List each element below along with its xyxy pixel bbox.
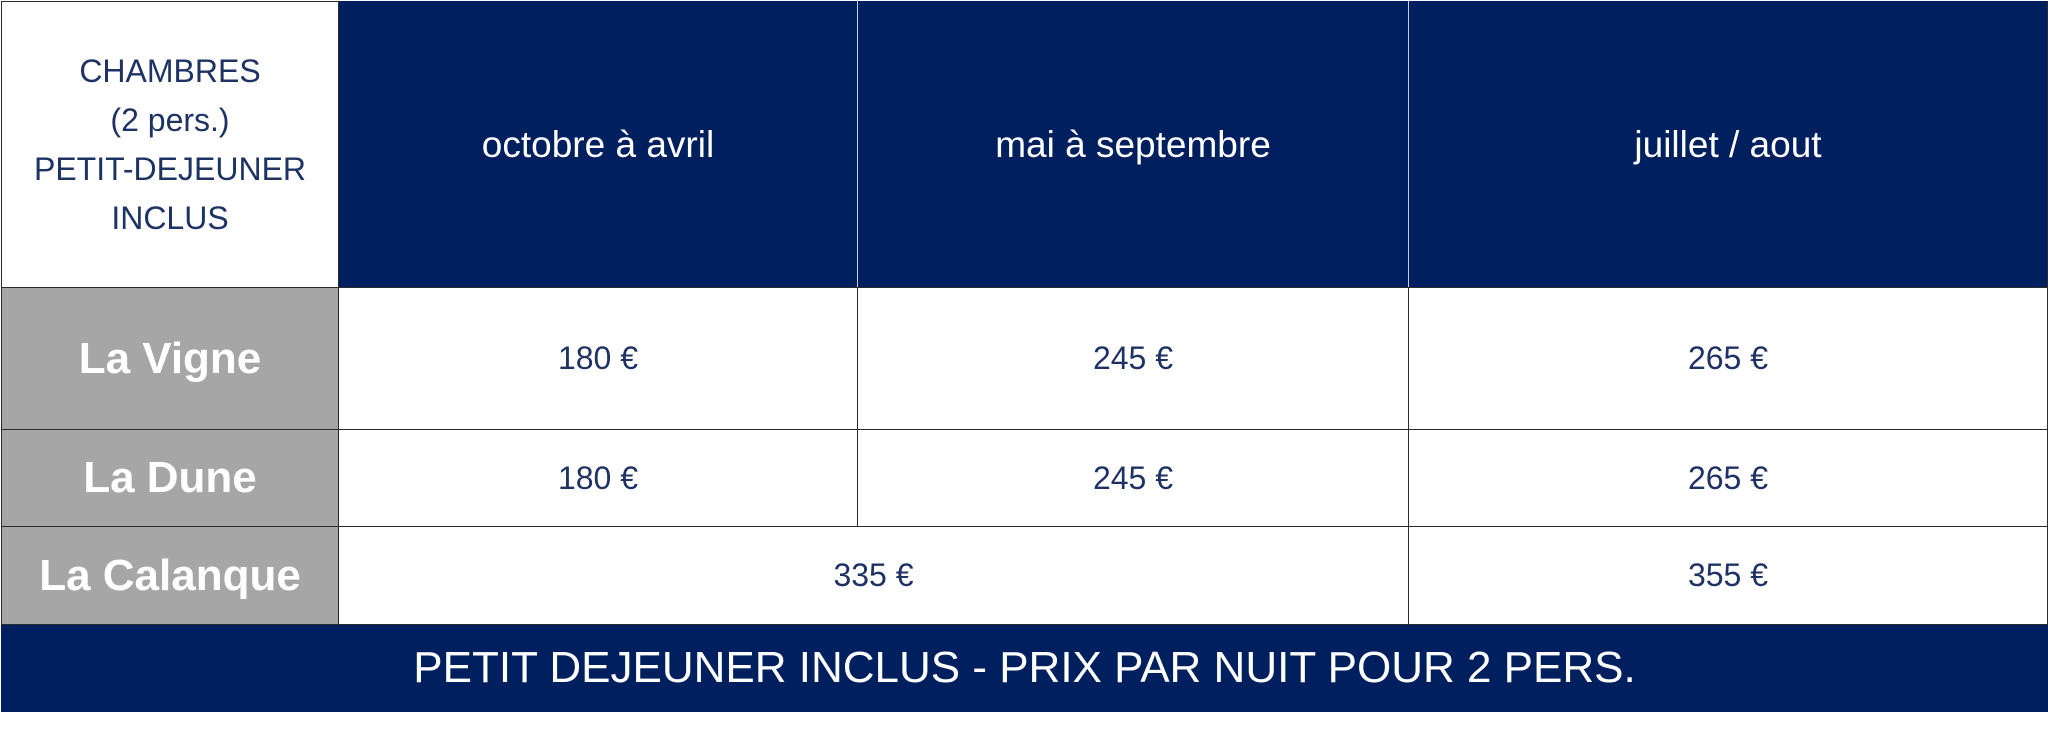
room-name-la-dune: La Dune xyxy=(2,430,339,527)
price-la-dune-may-sep: 245 € xyxy=(858,430,1409,527)
pricing-table xyxy=(1,1,2048,712)
header-row xyxy=(2,2,2048,288)
season-header-oct-apr: octobre à avril xyxy=(339,2,858,288)
price-la-vigne-jul-aug: 265 € xyxy=(1409,288,2048,430)
corner-line-rooms: CHAMBRES xyxy=(79,52,261,89)
room-name-la-calanque: La Calanque xyxy=(2,527,339,625)
corner-header-cell xyxy=(2,2,339,288)
room-row-la-dune xyxy=(2,430,2048,527)
footer-note: PETIT DEJEUNER INCLUS - PRIX PAR NUIT POUR 2 PERS. xyxy=(2,625,2048,712)
price-la-vigne-may-sep: 245 € xyxy=(858,288,1409,430)
price-la-calanque-jul-aug: 355 € xyxy=(1409,527,2048,625)
room-row-la-vigne xyxy=(2,288,2048,430)
price-la-calanque-oct-sep: 335 € xyxy=(339,527,1409,625)
season-header-jul-aug: juillet / aout xyxy=(1409,2,2048,288)
season-header-may-sep: mai à septembre xyxy=(858,2,1409,288)
footer-row xyxy=(2,625,2048,712)
room-name-la-vigne: La Vigne xyxy=(2,288,339,430)
price-la-dune-oct-apr: 180 € xyxy=(339,430,858,527)
price-la-dune-jul-aug: 265 € xyxy=(1409,430,2048,527)
corner-line-persons: (2 pers.) xyxy=(110,101,230,138)
corner-line-included: INCLUS xyxy=(111,199,229,236)
corner-line-breakfast: PETIT-DEJEUNER xyxy=(33,150,307,187)
price-la-vigne-oct-apr: 180 € xyxy=(339,288,858,430)
room-row-la-calanque xyxy=(2,527,2048,625)
